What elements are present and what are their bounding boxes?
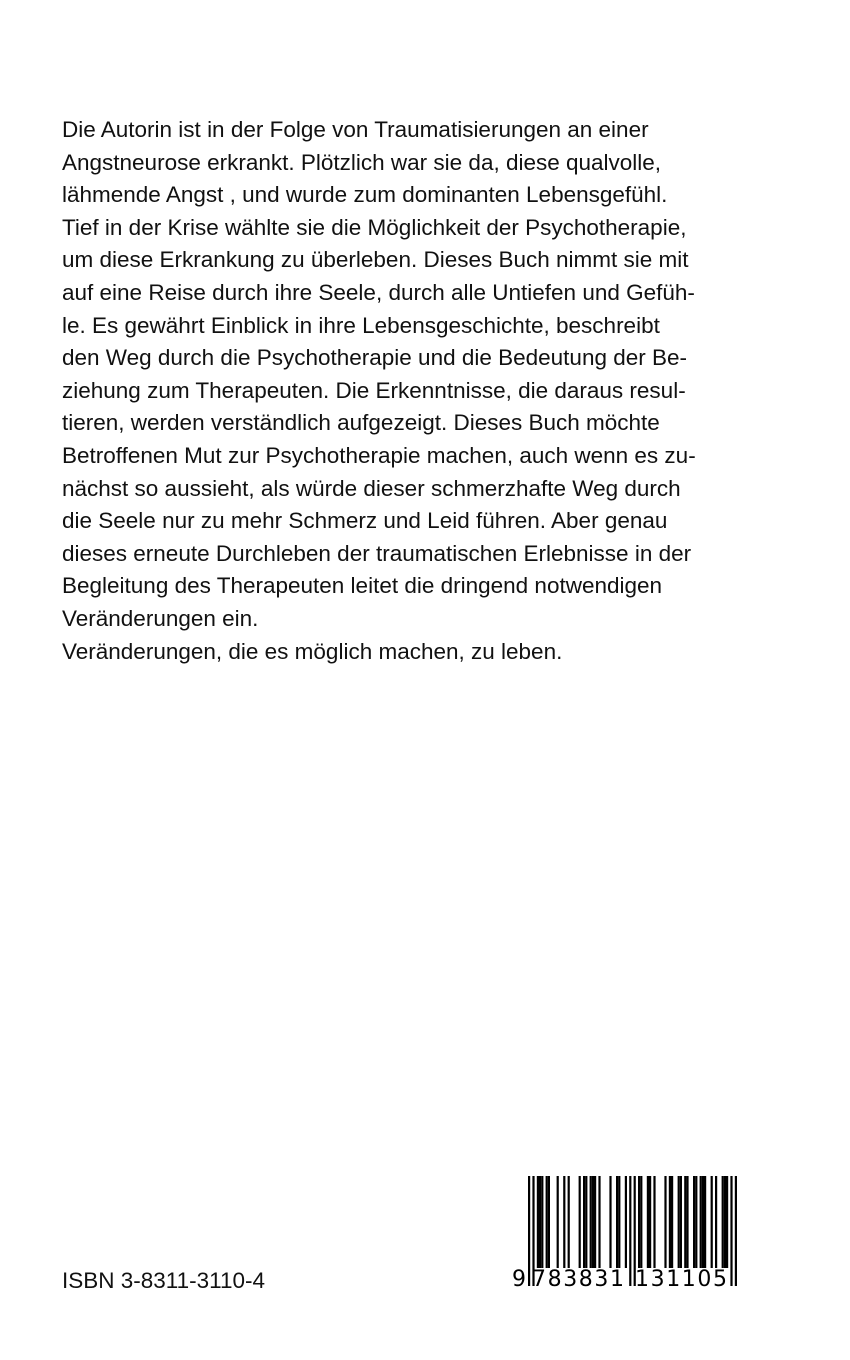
blurb-line: Veränderungen, die es möglich machen, zu leben. bbox=[62, 638, 563, 664]
blurb-line: auf eine Reise durch ihre Seele, durch alle Untiefen und Gefüh- bbox=[62, 279, 695, 305]
barcode-bar bbox=[684, 1176, 686, 1268]
barcode-bar bbox=[616, 1176, 618, 1268]
barcode-bar bbox=[726, 1176, 728, 1268]
barcode-bar bbox=[598, 1176, 600, 1268]
blurb-line: die Seele nur zu mehr Schmerz und Leid führen. Aber genau bbox=[62, 508, 668, 534]
blurb-line: tieren, werden verständlich aufgezeigt. Dieses Buch möchte bbox=[62, 410, 660, 436]
barcode-bar bbox=[585, 1176, 587, 1268]
barcode-bar bbox=[671, 1176, 673, 1268]
barcode-bar bbox=[715, 1176, 717, 1268]
barcode-bar bbox=[722, 1176, 724, 1268]
barcode-bar bbox=[528, 1176, 530, 1286]
barcode-bar bbox=[649, 1176, 651, 1268]
barcode-bar bbox=[541, 1176, 543, 1268]
barcode-bar bbox=[590, 1176, 592, 1268]
barcode-bar bbox=[711, 1176, 713, 1268]
blurb-line: Veränderungen ein. bbox=[62, 605, 259, 631]
barcode-bar bbox=[735, 1176, 737, 1286]
blurb-line: lähmende Angst , und wurde zum dominanten Lebensgefühl. bbox=[62, 182, 668, 208]
barcode-right-digits: 131105 bbox=[635, 1267, 727, 1292]
barcode-bar bbox=[653, 1176, 655, 1268]
barcode-bar bbox=[609, 1176, 611, 1268]
blurb-line: dieses erneute Durchleben der traumatischen Erlebnisse in der bbox=[62, 540, 692, 566]
back-cover-blurb bbox=[62, 114, 782, 668]
barcode-bar bbox=[583, 1176, 585, 1268]
barcode-bar bbox=[730, 1176, 732, 1286]
blurb-line: ziehung zum Therapeuten. Die Erkenntnisse, die daraus resul- bbox=[62, 377, 686, 403]
barcode-bar bbox=[594, 1176, 596, 1268]
blurb-line: Angstneurose erkrankt. Plötzlich war sie da, diese qualvolle, bbox=[62, 149, 662, 175]
barcode-bar bbox=[638, 1176, 640, 1268]
barcode-bar bbox=[618, 1176, 620, 1268]
barcode-bar bbox=[563, 1176, 565, 1268]
barcode-bar bbox=[647, 1176, 649, 1268]
blurb-line: Begleitung des Therapeuten leitet die dringend notwendigen bbox=[62, 573, 663, 599]
barcode-first-digit: 9 bbox=[512, 1267, 526, 1292]
barcode-bar bbox=[680, 1176, 682, 1268]
barcode-bar bbox=[704, 1176, 706, 1268]
barcode-bar bbox=[539, 1176, 541, 1268]
barcode-bar bbox=[664, 1176, 666, 1268]
barcode-bar bbox=[579, 1176, 581, 1268]
blurb-line: Die Autorin ist in der Folge von Traumatisierungen an einer bbox=[62, 117, 649, 142]
barcode-bar bbox=[669, 1176, 671, 1268]
blurb-line: den Weg durch die Psychotherapie und die Bedeutung der Be- bbox=[62, 345, 688, 371]
barcode-bar bbox=[693, 1176, 695, 1268]
blurb-line: le. Es gewährt Einblick in ihre Lebensgeschichte, beschreibt bbox=[62, 312, 660, 338]
barcode-bar bbox=[548, 1176, 550, 1268]
blurb-line: Tief in der Krise wählte sie die Möglichkeit der Psychotherapie, bbox=[62, 214, 687, 240]
barcode-bar bbox=[629, 1176, 631, 1286]
barcode-bar bbox=[640, 1176, 642, 1268]
barcode-bar bbox=[700, 1176, 702, 1268]
barcode-bar bbox=[678, 1176, 680, 1268]
blurb-line: nächst so aussieht, als würde dieser schmerzhafte Weg durch bbox=[62, 475, 681, 501]
barcode-bar bbox=[537, 1176, 539, 1268]
barcode-bar bbox=[625, 1176, 627, 1268]
barcode-bar bbox=[695, 1176, 697, 1268]
barcode-left-digits: 783831 bbox=[532, 1267, 624, 1292]
barcode-bar bbox=[557, 1176, 559, 1268]
barcode-bar bbox=[592, 1176, 594, 1268]
barcode-bar bbox=[686, 1176, 688, 1268]
ean13-barcode bbox=[512, 1170, 752, 1292]
isbn-label: ISBN 3-8311-3110-4 bbox=[62, 1268, 266, 1293]
barcode-bar bbox=[724, 1176, 726, 1268]
barcode-bar bbox=[546, 1176, 548, 1268]
barcode-bar bbox=[568, 1176, 570, 1268]
blurb-line: Betroffenen Mut zur Psychotherapie machen, auch wenn es zu- bbox=[62, 442, 696, 468]
barcode-bar bbox=[702, 1176, 704, 1268]
blurb-line: um diese Erkrankung zu überleben. Dieses Buch nimmt sie mit bbox=[62, 247, 689, 273]
